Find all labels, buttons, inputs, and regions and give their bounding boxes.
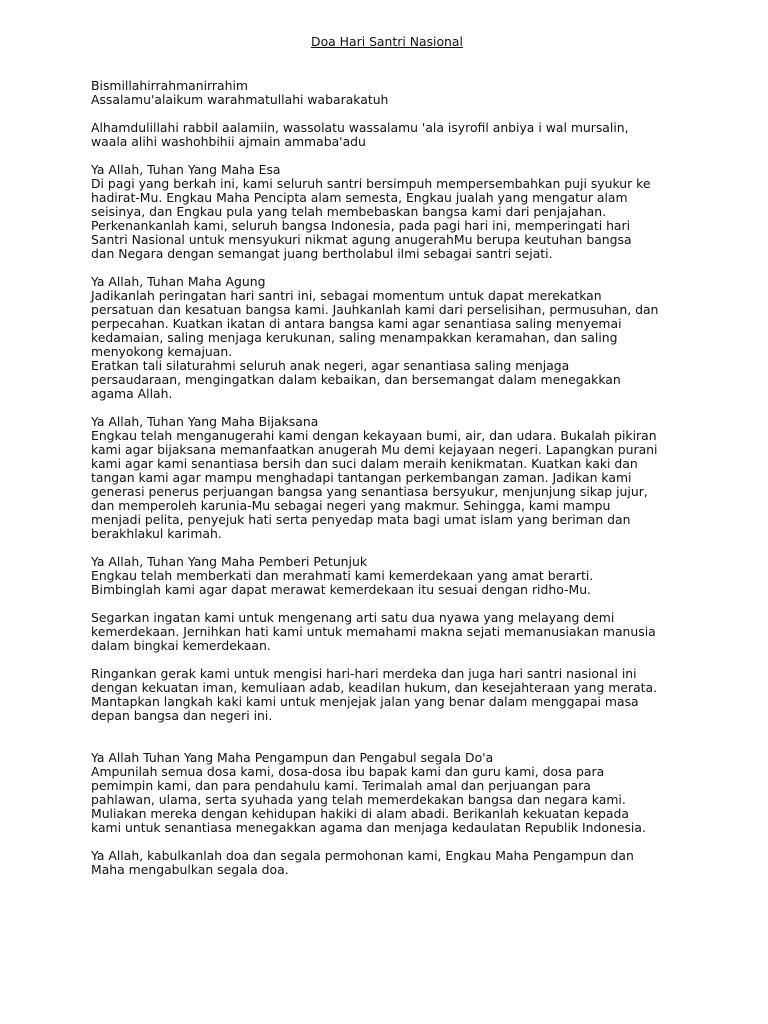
text-line: berakhlakul karimah. (91, 526, 222, 541)
text-line: Ya Allah, Tuhan Maha Agung (91, 274, 266, 289)
text-line: Santri Nasional untuk mensyukuri nikmat agung anugerahMu berupa keutuhan bangsa (91, 232, 632, 247)
text-line: Ya Allah, kabulkanlah doa dan segala permohonan kami, Engkau Maha Pengampun dan (91, 848, 634, 863)
text-line: kedamaian, saling menjaga kerukunan, saling menampakkan keramahan, dan saling (91, 330, 618, 345)
text-line: dalam bingkai kemerdekaan. (91, 638, 271, 653)
paragraph (91, 611, 728, 653)
paragraph (91, 79, 728, 107)
text-line: seisinya, dan Engkau pula yang telah membebaskan bangsa kami dari penjajahan. (91, 204, 607, 219)
text-line: Bimbinglah kami agar dapat merawat kemerdekaan itu sesuai dengan ridho-Mu. (91, 582, 591, 597)
text-line: kami agar bijaksana memanfaatkan anugerah Mu demi kejayaan negeri. Lapangkan purani (91, 442, 658, 457)
text-line: persatuan dan kesatuan bangsa kami. Jauhkanlah kami dari perselisihan, permusuhan, dan (91, 302, 659, 317)
text-line: Alhamdulillahi rabbil aalamiin, wassolatu wassalamu 'ala isyrofil anbiya i wal mursalin, (91, 120, 629, 135)
text-line: Ampunilah semua dosa kami, dosa-dosa ibu bapak kami dan guru kami, dosa para (91, 764, 605, 779)
text-line: Eratkan tali silaturahmi seluruh anak negeri, agar senantiasa saling menjaga (91, 358, 570, 373)
text-line: Ya Allah, Tuhan Yang Maha Esa (91, 162, 281, 177)
text-line: pemimpin kami, dan para pendahulu kami. Terimalah amal dan perjuangan para (91, 778, 591, 793)
text-line: Bismillahirrahmanirrahim (91, 78, 248, 93)
paragraph (91, 275, 728, 401)
paragraph (91, 555, 728, 597)
text-line: kami untuk senantiasa menegakkan agama dan menjaga kedaulatan Republik Indonesia. (91, 820, 646, 835)
text-line: depan bangsa dan negeri ini. (91, 708, 273, 723)
text-line: Ringankan gerak kami untuk mengisi hari-hari merdeka dan juga hari santri nasional ini (91, 666, 637, 681)
text-line: persaudaraan, mengingatkan dalam kebaikan, dan bersemangat dalam menegakkan (91, 372, 621, 387)
text-line: Perkenankanlah kami, seluruh bangsa Indonesia, pada pagi hari ini, memperingati hari (91, 218, 631, 233)
text-line: Segarkan ingatan kami untuk mengenang arti satu dua nyawa yang melayang demi (91, 610, 615, 625)
text-line: tangan kami agar mampu menghadapi tantangan perkembangan zaman. Jadikan kami (91, 470, 632, 485)
text-line: generasi penerus perjuangan bangsa yang senantiasa bersyukur, menjunjung sikap jujur, (91, 484, 648, 499)
text-line: pahlawan, ulama, serta syuhada yang telah memerdekakan bangsa dan negara kami. (91, 792, 626, 807)
text-line: menyokong kemajuan. (91, 344, 233, 359)
text-line: Muliakan mereka dengan kehidupan hakiki di alam abadi. Berikanlah kekuatan kepada (91, 806, 629, 821)
paragraph (91, 667, 728, 723)
text-line: Mantapkan langkah kaki kami untuk menjejak jalan yang benar dalam menggapai masa (91, 694, 639, 709)
paragraph (91, 121, 728, 149)
text-line: kemerdekaan. Jernihkan hati kami untuk memahami makna sejati memanusiakan manusia (91, 624, 656, 639)
text-line: perpecahan. Kuatkan ikatan di antara bangsa kami agar senantiasa saling menyemai (91, 316, 622, 331)
text-line: Ya Allah, Tuhan Yang Maha Bijaksana (91, 414, 319, 429)
text-line: dengan kekuatan iman, kemuliaan adab, keadilan hukum, dan kesejahteraan yang merata. (91, 680, 658, 695)
paragraph (91, 751, 728, 835)
text-line: menjadi pelita, penyejuk hati serta penyedap mata bagi umat islam yang beriman dan (91, 512, 631, 527)
text-line: kami agar kami senantiasa bersih dan suci dalam meraih kenikmatan. Kuatkan kaki dan (91, 456, 638, 471)
document-title: Doa Hari Santri Nasional (311, 34, 463, 49)
text-line: Assalamu'alaikum warahmatullahi wabarakatuh (91, 92, 389, 107)
paragraph (91, 163, 728, 261)
text-line: waala alihi washohbihii ajmain ammaba'adu (91, 134, 366, 149)
text-line: dan Negara dengan semangat juang bertholabul ilmi sebagai santri sejati. (91, 246, 553, 261)
text-line: dan memperoleh karunia-Mu sebagai negeri yang makmur. Sehingga, kami mampu (91, 498, 611, 513)
paragraph (91, 849, 728, 877)
text-line: agama Allah. (91, 386, 173, 401)
text-line: Di pagi yang berkah ini, kami seluruh santri bersimpuh mempersembahkan puji syukur ke (91, 176, 651, 191)
text-line: Ya Allah, Tuhan Yang Maha Pemberi Petunjuk (91, 554, 368, 569)
document-body (91, 79, 728, 877)
text-line: hadirat-Mu. Engkau Maha Pencipta alam semesta, Engkau jualah yang mengatur alam (91, 190, 628, 205)
text-line: Maha mengabulkan segala doa. (91, 862, 289, 877)
text-line: Engkau telah menganugerahi kami dengan kekayaan bumi, air, dan udara. Bukalah pikiran (91, 428, 657, 443)
text-line: Jadikanlah peringatan hari santri ini, sebagai momentum untuk dapat merekatkan (91, 288, 602, 303)
paragraph (91, 415, 728, 541)
text-line: Engkau telah memberkati dan merahmati kami kemerdekaan yang amat berarti. (91, 568, 594, 583)
text-line: Ya Allah Tuhan Yang Maha Pengampun dan Pengabul segala Do'a (91, 750, 494, 765)
